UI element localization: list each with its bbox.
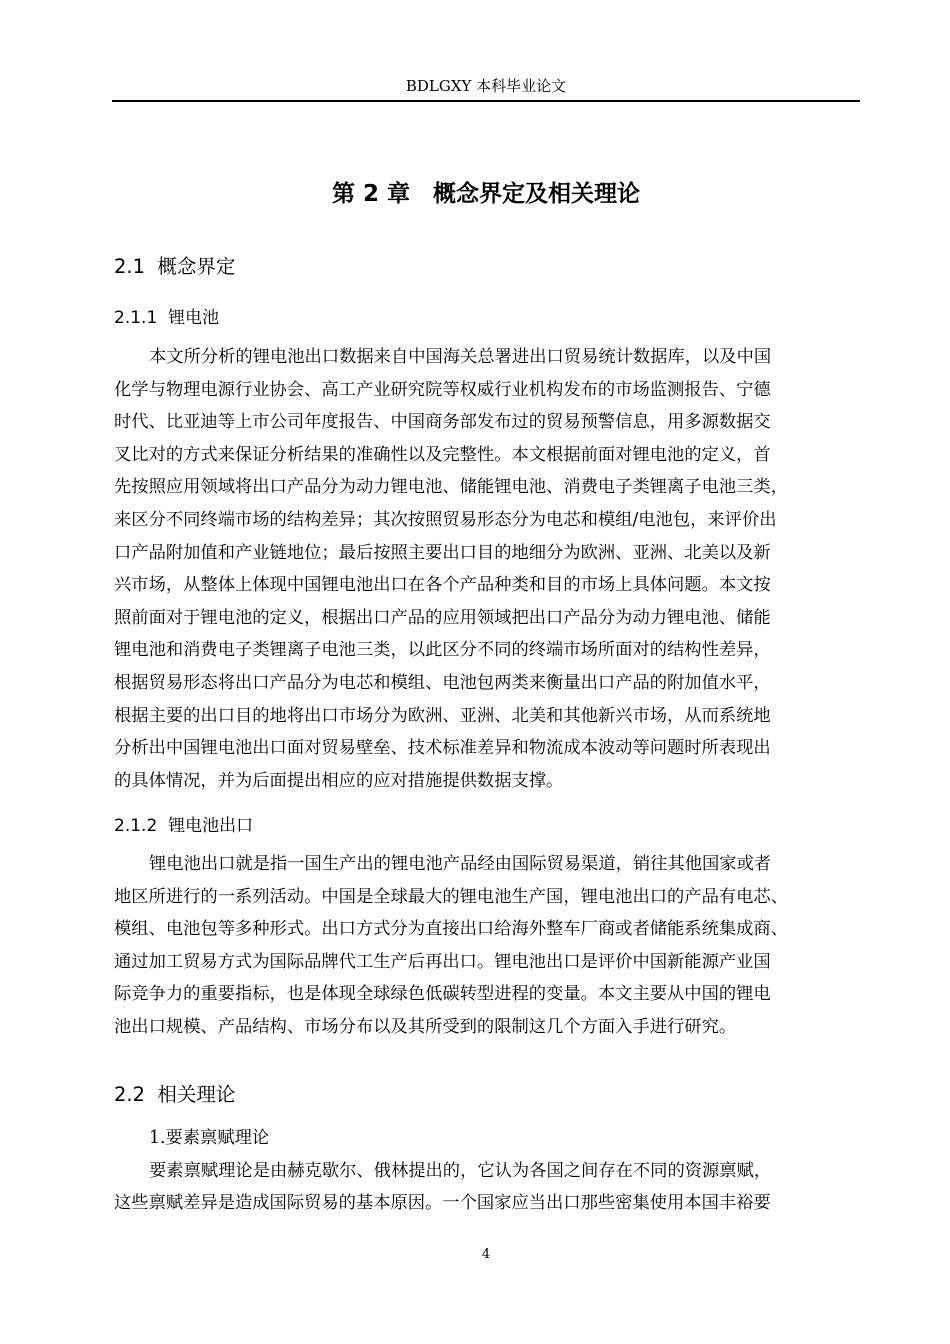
text-line: 本文所分析的锂电池出口数据来自中国海关总署进出口贸易统计数据库，以及中国 xyxy=(149,347,772,367)
text-line: 先按照应用领域将出口产品分为动力锂电池、储能锂电池、消费电子类锂离子电池三类， xyxy=(114,477,788,498)
text-line: 要素禀赋理论是由赫克歇尔、俄林提出的，它认为各国之间存在不同的资源禀赋， xyxy=(149,1160,772,1181)
text-line: 际竞争力的重要指标，也是体现全球绿色低碳转型进程的变量。本文主要从中国的锂电 xyxy=(114,984,771,1005)
section-2-1-heading: 2.1 概念界定 xyxy=(114,255,236,278)
section-2-2-heading: 2.2 相关理论 xyxy=(114,1083,236,1106)
section-2-2-paragraph xyxy=(114,1122,866,1220)
text-line: 的具体情况，并为后面提出相应的应对措施提供数据支撑。 xyxy=(114,770,564,791)
text-line: 照前面对于锂电池的定义，根据出口产品的应用领域把出口产品分为动力锂电池、储能 xyxy=(114,607,771,628)
section-2-1-1-heading: 2.1.1 锂电池 xyxy=(114,308,220,328)
chapter-title: 第 2 章 概念界定及相关理论 xyxy=(331,181,641,207)
section-2-1-1-paragraph xyxy=(114,341,866,797)
text-line: 来区分不同终端市场的结构差异；其次按照贸易形态分为电芯和模组/电池包，来评价出 xyxy=(114,509,777,530)
text-line: 这些禀赋差异是造成国际贸易的基本原因。一个国家应当出口那些密集使用本国丰裕要 xyxy=(114,1193,771,1214)
text-line: 锂电池出口就是指一国生产出的锂电池产品经由国际贸易渠道，销往其他国家或者 xyxy=(149,854,772,874)
running-header: BDLGXY 本科毕业论文 xyxy=(405,77,567,95)
section-2-1-2-paragraph xyxy=(114,848,866,1044)
text-line: 锂电池和消费电子类锂离子电池三类，以此区分不同的终端市场所面对的结构性差异， xyxy=(114,640,771,661)
page-number: 4 xyxy=(481,1247,491,1262)
text-line: 根据贸易形态将出口产品分为电芯和模组、电池包两类来衡量出口产品的附加值水平， xyxy=(114,672,771,693)
section-2-1-2-heading: 2.1.2 锂电池出口 xyxy=(114,816,254,836)
text-line: 时代、比亚迪等上市公司年度报告、中国商务部发布过的贸易预警信息，用多源数据交 xyxy=(114,412,771,433)
text-line: 模组、电池包等多种形式。出口方式分为直接出口给海外整车厂商或者储能系统集成商、 xyxy=(114,919,788,940)
theory-item-title: 1.要素禀赋理论 xyxy=(149,1128,270,1148)
header-rule xyxy=(112,100,860,102)
text-line: 地区所进行的一系列活动。中国是全球最大的锂电池生产国，锂电池出口的产品有电芯、 xyxy=(114,886,788,907)
text-line: 通过加工贸易方式为国际品牌代工生产后再出口。锂电池出口是评价中国新能源产业国 xyxy=(114,951,771,972)
text-line: 兴市场，从整体上体现中国锂电池出口在各个产品种类和目的市场上具体问题。本文按 xyxy=(114,575,771,596)
text-line: 叉比对的方式来保证分析结果的准确性以及完整性。本文根据前面对锂电池的定义，首 xyxy=(114,444,771,465)
text-line: 分析出中国锂电池出口面对贸易壁垒、技术标准差异和物流成本波动等问题时所表现出 xyxy=(114,738,771,759)
text-line: 根据主要的出口目的地将出口市场分为欧洲、亚洲、北美和其他新兴市场，从而系统地 xyxy=(114,705,771,726)
text-line: 化学与物理电源行业协会、高工产业研究院等权威行业机构发布的市场监测报告、宁德 xyxy=(114,379,771,400)
text-line: 池出口规模、产品结构、市场分布以及其所受到的限制这几个方面入手进行研究。 xyxy=(114,1016,737,1037)
text-line: 口产品附加值和产业链地位；最后按照主要出口目的地细分为欧洲、亚洲、北美以及新 xyxy=(114,542,771,563)
